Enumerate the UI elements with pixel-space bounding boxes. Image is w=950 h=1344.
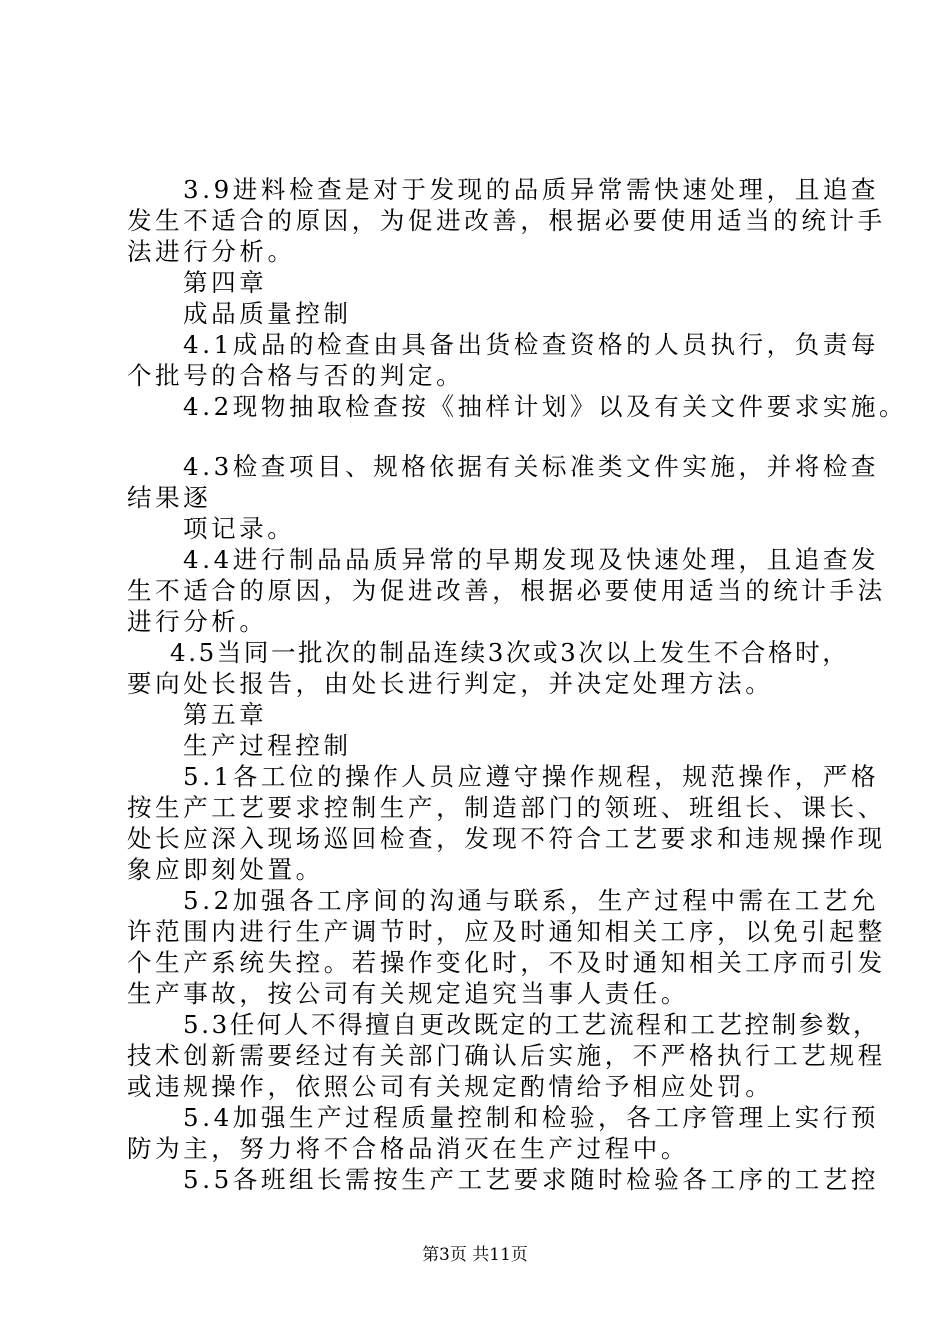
- text-line: 技术创新需要经过有关部门确认后实施，不严格执行工艺规程: [127, 1041, 886, 1070]
- text-line: 处长应深入现场巡回检查，发现不符合工艺要求和违规操作现: [127, 824, 886, 853]
- text-line: 3.9进料检查是对于发现的品质异常需快速处理，且追查: [183, 175, 880, 204]
- text-line: 5.2加强各工序间的沟通与联系，生产过程中需在工艺允: [183, 886, 880, 915]
- chapter-heading: 第四章: [183, 268, 268, 297]
- text-line: 4.5当同一批次的制品连续3次或3次以上发生不合格时，: [170, 638, 850, 667]
- text-line: 防为主，努力将不合格品消灭在生产过程中。: [127, 1134, 689, 1163]
- text-line: 要向处长报告，由处长进行判定，并决定处理方法。: [127, 669, 774, 698]
- text-line: 5.1各工位的操作人员应遵守操作规程，规范操作，严格: [183, 762, 880, 791]
- text-line: 项记录。: [183, 514, 296, 543]
- text-line: 生产事故，按公司有关规定追究当事人责任。: [127, 979, 689, 1008]
- text-line: 4.3检查项目、规格依据有关标准类文件实施，并将检查: [183, 452, 880, 481]
- text-line: 进行分析。: [127, 607, 268, 636]
- text-line: 5.5各班组长需按生产工艺要求随时检验各工序的工艺控: [183, 1165, 880, 1194]
- text-line: 许范围内进行生产调节时，应及时通知相关工序，以免引起整: [127, 917, 886, 946]
- text-line: 发生不适合的原因，为促进改善，根据必要使用适当的统计手: [127, 206, 886, 235]
- section-title: 生产过程控制: [183, 731, 352, 760]
- text-line: 法进行分析。: [127, 237, 296, 266]
- text-line: 象应即刻处置。: [127, 855, 324, 884]
- text-line: 生不适合的原因，为促进改善，根据必要使用适当的统计手法: [127, 576, 886, 605]
- section-title: 成品质量控制: [183, 299, 352, 328]
- text-line: 4.4进行制品品质异常的早期发现及快速处理，且追查发: [183, 545, 880, 574]
- text-line: 结果逐: [127, 483, 212, 512]
- text-line: 5.3任何人不得擅自更改既定的工艺流程和工艺控制参数，: [183, 1010, 881, 1039]
- page-footer: 第3页 共11页: [422, 1245, 528, 1265]
- text-line: 4.1成品的检查由具备出货检查资格的人员执行，负责每: [183, 330, 880, 359]
- text-line: 个生产系统失控。若操作变化时，不及时通知相关工序而引发: [127, 948, 886, 977]
- chapter-heading: 第五章: [183, 700, 268, 729]
- text-line: 5.4加强生产过程质量控制和检验，各工序管理上实行预: [183, 1103, 880, 1132]
- text-line: 或违规操作，依照公司有关规定酌情给予相应处罚。: [127, 1072, 774, 1101]
- text-line: 个批号的合格与否的判定。: [127, 361, 465, 390]
- text-line: 4.2现物抽取检查按《抽样计划》以及有关文件要求实施。: [183, 392, 908, 421]
- text-line: 按生产工艺要求控制生产，制造部门的领班、班组长、课长、: [127, 793, 886, 822]
